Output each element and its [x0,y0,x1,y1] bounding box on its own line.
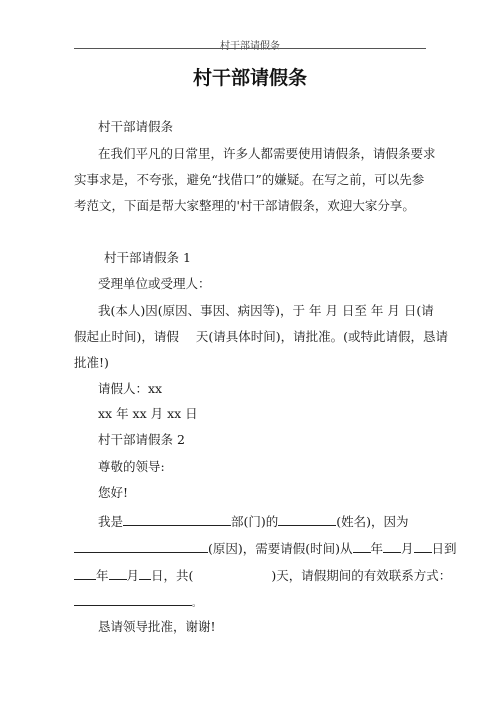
intro-line-3: 考范文，下面是帮大家整理的'村干部请假条，欢迎大家分享。 [74,198,415,213]
sample2-l1-a: 我是 [98,514,124,529]
sample2-salutation: 尊敬的领导: [98,459,165,474]
intro-heading: 村干部请假条 [98,119,174,134]
sample2-heading: 村干部请假条 2 [98,432,185,447]
sample2-line-1 [98,512,409,530]
start-year-blank [353,539,371,553]
end-year-blank [74,566,96,580]
sample2-line-3 [74,566,451,584]
sample1-body-line-3: 批准!) [74,355,109,370]
end-day-blank [139,566,151,580]
sample2-closing: 恳请领导批准，谢谢! [98,619,216,634]
end-month-blank [109,566,127,580]
sample2-l3-a: 年 [96,568,109,583]
running-header: 村干部请假条 [220,41,280,52]
start-month-blank [383,539,401,553]
sample2-l1-c: (姓名)，因为 [336,514,409,529]
sample2-l3-d: )天，请假期间的有效联系方式： [271,568,452,583]
sample1-heading: 村干部请假条 1 [104,250,191,265]
name-blank [278,512,336,526]
sample1-body-line-1: 我(本人)因(原因、事因、病因等)，于 年 月 日至 年 月 日(请 [98,303,434,318]
sample2-line-4 [74,592,201,612]
sample1-recipient: 受理单位或受理人： [98,276,211,291]
sample2-l2-a: (原因)，需要请假(时间)从 [208,541,353,556]
sample1-signer: 请假人：xx [98,381,163,396]
sample2-l3-c: 日，共( [151,568,194,583]
sample1-date: xx 年 xx 月 xx 日 [98,406,198,421]
sample2-l4-end: 。 [192,599,202,609]
sample2-l2-c: 月 [401,541,414,556]
start-day-blank [414,539,432,553]
sample1-body-line-2-a: 假起止时间)，请假 [74,329,179,344]
sample2-l2-d: 日到 [431,541,457,556]
sample1-body-line-2 [74,329,448,345]
sample2-l1-b: 部(门)的 [231,514,279,529]
contact-blank [74,592,192,606]
sample2-l3-b: 月 [126,568,140,583]
header-rule [74,48,426,49]
reason-blank [74,539,208,553]
sample2-l2-b: 年 [370,541,384,556]
sample1-body-line-2-b: 天(请具体时间)，请批准。(或特此请假，恳请 [195,329,449,344]
sample2-line-2 [74,539,457,557]
document-title: 村干部请假条 [192,67,307,89]
department-blank [123,512,231,526]
intro-line-1: 在我们平凡的日常里，许多人都需要使用请假条，请假条要求 [98,146,436,161]
intro-line-2: 实事求是，不夸张，避免“找借口”的嫌疑。在写之前，可以先参 [74,172,425,187]
sample2-greeting: 您好! [98,485,129,500]
